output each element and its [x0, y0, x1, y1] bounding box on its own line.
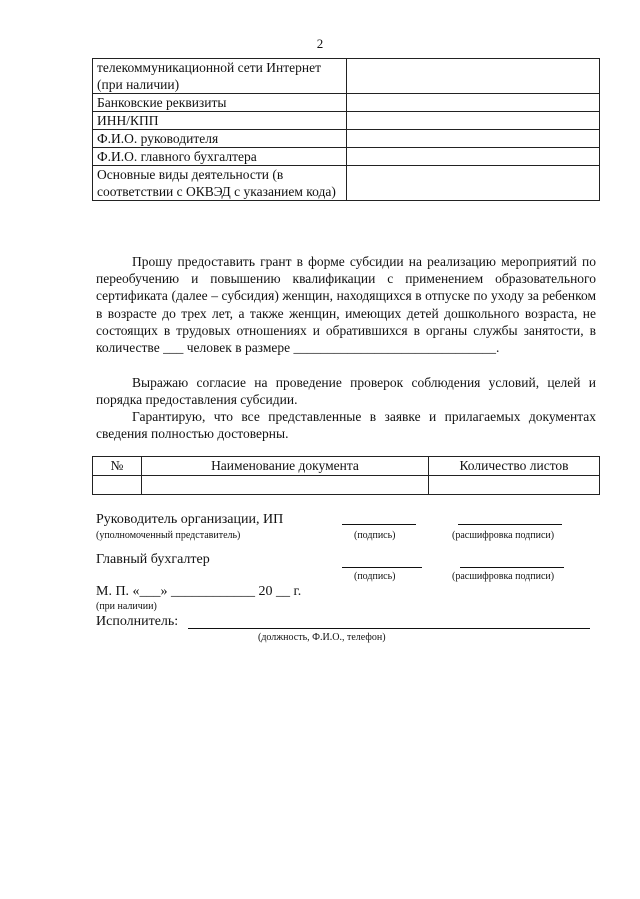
row-label: Ф.И.О. руководителя	[93, 130, 347, 148]
stamp-sub-caption: (при наличии)	[96, 601, 157, 612]
consent-paragraph: Выражаю согласие на проведение проверок соблюдения условий, целей и порядка предоставления субсидии.	[96, 375, 596, 408]
head-decoding-line	[458, 524, 562, 525]
table-row	[93, 94, 600, 112]
head-decoding-caption: (расшифровка подписи)	[452, 530, 555, 541]
table-cell	[93, 476, 142, 495]
column-header-document-name: Наименование документа	[142, 457, 429, 476]
row-value-cell	[347, 148, 600, 166]
row-label: телекоммуникационной сети Интернет (при наличии)	[93, 59, 347, 94]
row-value-cell	[347, 166, 600, 201]
request-paragraph: Прошу предоставить грант в форме субсидии на реализацию мероприятий по переобучению и повышению квалификации с применением образовательного сертификата (далее – субсидия) женщин, находящихся в отпуске по уходу за ребенком в возрасте до трех лет, а также женщин, имеющих детей дошкольного возраста, не состоящих в трудовых отношениях и обратившихся в органы службы занятости, в количестве ___ человек в размере ______________________________.	[96, 254, 596, 356]
table-row	[93, 112, 600, 130]
stamp-date-line: М. П. «___» ____________ 20 __ г.	[96, 584, 302, 599]
row-value-cell	[347, 59, 600, 94]
table-row	[93, 166, 600, 201]
page-number: 2	[316, 36, 324, 51]
table-cell	[429, 476, 600, 495]
row-value-cell	[347, 112, 600, 130]
column-header-sheet-count: Количество листов	[429, 457, 600, 476]
executor-line	[188, 628, 590, 629]
executor-caption: (должность, Ф.И.О., телефон)	[258, 632, 386, 643]
executor-label: Исполнитель:	[96, 614, 179, 629]
table-cell	[142, 476, 429, 495]
head-label: Руководитель организации, ИП	[96, 512, 284, 527]
documents-table	[92, 456, 600, 495]
guarantee-paragraph: Гарантирую, что все представленные в заявке и прилагаемых документах сведения полностью достоверны.	[96, 409, 596, 442]
table-row	[93, 476, 600, 495]
row-value-cell	[347, 94, 600, 112]
column-header-number: №	[93, 457, 142, 476]
table-row	[93, 148, 600, 166]
accountant-decoding-line	[460, 567, 564, 568]
row-value-cell	[347, 130, 600, 148]
table-row	[93, 59, 600, 94]
row-label: Ф.И.О. главного бухгалтера	[93, 148, 347, 166]
head-signature-caption: (подпись)	[354, 530, 396, 541]
row-label: Основные виды деятельности (в соответствии с ОКВЭД с указанием кода)	[93, 166, 347, 201]
head-sub-caption: (уполномоченный представитель)	[96, 530, 241, 541]
accountant-decoding-caption: (расшифровка подписи)	[452, 571, 555, 582]
row-label: Банковские реквизиты	[93, 94, 347, 112]
accountant-label: Главный бухгалтер	[96, 552, 210, 567]
table-header-row	[93, 457, 600, 476]
table-row	[93, 130, 600, 148]
accountant-signature-caption: (подпись)	[354, 571, 396, 582]
applicant-info-table	[92, 58, 600, 201]
accountant-signature-line	[342, 567, 422, 568]
row-label: ИНН/КПП	[93, 112, 347, 130]
head-signature-line	[342, 524, 416, 525]
